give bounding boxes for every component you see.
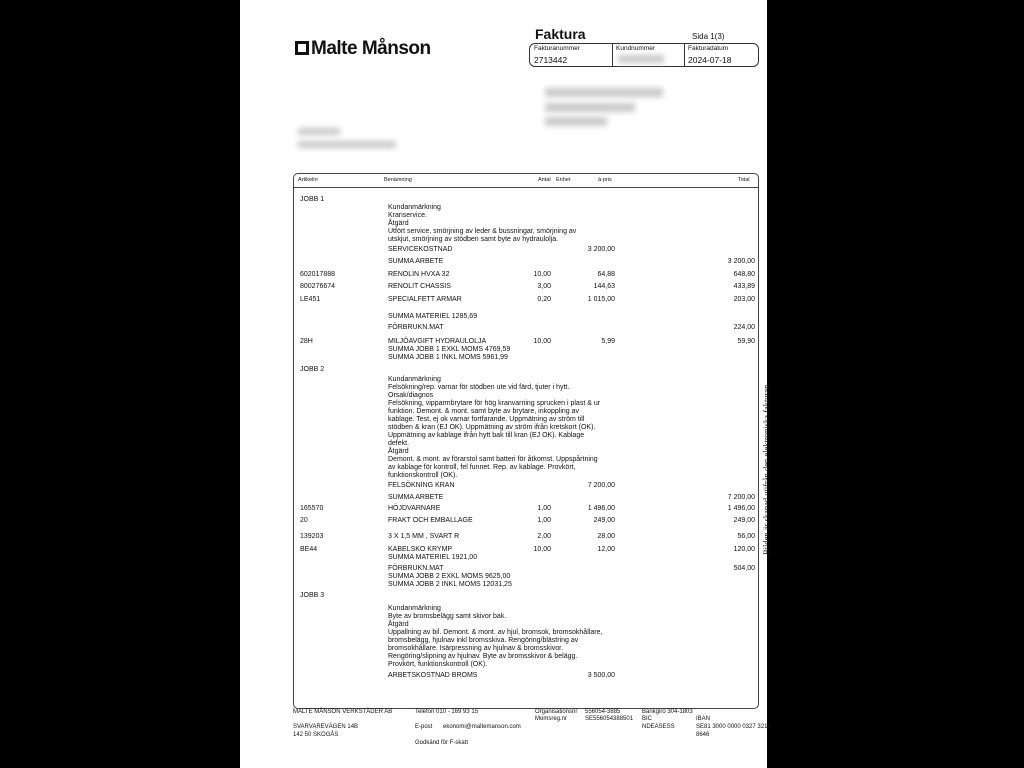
cell-benamning: HÖJDVARNARE bbox=[388, 504, 441, 512]
cell-total: 648,80 bbox=[733, 270, 755, 278]
cell-artikelnr: 602017888 bbox=[300, 270, 336, 278]
cell-apris: 12,00 bbox=[597, 545, 615, 553]
cell-total: 120,00 bbox=[733, 545, 755, 553]
cell-apris: 7 200,00 bbox=[587, 481, 615, 489]
cell-benamning: Uppallning av bil. Demont. & mont. av hjul, bromsok, bromsokhållare, bbox=[388, 628, 603, 636]
header-artikelnr: Artikelnr bbox=[298, 177, 319, 183]
cell-total: 1 496,00 bbox=[727, 504, 755, 512]
cell-artikelnr: 165570 bbox=[300, 504, 324, 512]
footer-bankgiro: Bankgiro 304-1803 bbox=[642, 709, 693, 715]
cell-artikelnr: JOBB 1 bbox=[300, 196, 325, 203]
cell-benamning: SUMMA MATERIEL 1921,00 bbox=[388, 553, 478, 561]
invoice-date-label: Fakturadatum bbox=[688, 45, 729, 52]
cell-benamning: defekt. bbox=[388, 439, 410, 447]
page-indicator: Sida 1(3) bbox=[692, 32, 725, 41]
cell-benamning: Åtgärd bbox=[388, 447, 409, 455]
cell-artikelnr: 28H bbox=[300, 337, 313, 345]
cell-benamning: bromsokhållare. Isärpressning av hjulnav & bromsskivor. bbox=[388, 644, 564, 652]
cell-benamning: Utfört service, smörjning av leder & bussningar, smörjning av bbox=[388, 228, 577, 235]
cell-benamning: kablage. Test, ej ok varnar fortfarande. Uppmätning av ström till bbox=[388, 415, 585, 423]
company-logo bbox=[295, 38, 431, 60]
cell-artikelnr: LE451 bbox=[300, 295, 321, 303]
cell-benamning: SERVICEKOSTNAD bbox=[388, 245, 453, 253]
cell-benamning: SPECIALFETT ARMAR bbox=[388, 295, 462, 303]
cell-apris: 64,88 bbox=[597, 270, 615, 278]
cell-artikelnr: 20 bbox=[300, 516, 308, 524]
cell-benamning: Uppmätning av kablage ifrån hytt bak till kran (EJ OK). Kablage bbox=[388, 431, 585, 439]
footer-org-label: Organisationsnr bbox=[535, 709, 578, 715]
cell-benamning: Felsökning, vipparmbrytare för hög kranvarning sprucken i plast & ur bbox=[388, 399, 601, 407]
cell-total: 433,89 bbox=[733, 283, 755, 290]
cell-antal: 3,00 bbox=[537, 283, 551, 290]
cell-benamning: Kundanmärkning bbox=[388, 204, 441, 211]
customer-number-cell bbox=[612, 44, 684, 66]
invoice-number-label: Fakturanummer bbox=[534, 45, 580, 52]
header-enhet: Enhet bbox=[556, 177, 571, 183]
invoice-date-cell bbox=[684, 44, 758, 66]
footer-bic-label: BIC bbox=[642, 716, 653, 722]
cell-total: 7 200,00 bbox=[727, 493, 755, 501]
cell-benamning: Åtgärd bbox=[388, 220, 409, 227]
cell-antal: 10,00 bbox=[533, 270, 551, 278]
footer-iban-label: IBAN bbox=[696, 716, 711, 722]
cell-benamning: SUMMA JOBB 2 INKL MOMS 12031,25 bbox=[388, 580, 512, 588]
cell-benamning: utskjut, smörjning av stödben samt byte av hydraulolja. bbox=[388, 236, 559, 243]
table-header bbox=[294, 174, 758, 188]
header-apris: à-pris bbox=[598, 177, 612, 183]
cell-benamning: Byte av bromsbelägg samt skivor bak. bbox=[388, 612, 507, 620]
cell-apris: 5,99 bbox=[601, 337, 615, 345]
cell-antal: 0,20 bbox=[537, 295, 551, 303]
customer-number-label: Kundnummer bbox=[616, 45, 656, 52]
footer-vat: SE556054388501 bbox=[585, 716, 634, 722]
cell-benamning: Kundanmärkning bbox=[388, 604, 441, 612]
header-antal: Antal bbox=[538, 177, 551, 183]
cell-artikelnr: 139203 bbox=[300, 532, 324, 540]
cell-benamning: SUMMA MATERIEL 1285,69 bbox=[388, 312, 478, 320]
invoice-header-box bbox=[529, 43, 759, 67]
redacted-address-line bbox=[298, 128, 340, 135]
cell-benamning: bromsbelägg, hjulnav inkl bromsskiva. Rengöring/blästring av bbox=[388, 636, 579, 644]
footer-org: 556054-3885 bbox=[585, 709, 621, 715]
invoice-items-table bbox=[293, 173, 759, 709]
cell-benamning: SUMMA JOBB 2 EXKL MOMS 9625,00 bbox=[388, 572, 511, 580]
cell-benamning: Åtgärd bbox=[388, 620, 409, 628]
cell-benamning: Provkört, funktionskontroll (OK). bbox=[388, 660, 488, 668]
cell-total: 56,00 bbox=[737, 532, 755, 540]
invoice-number: 2713442 bbox=[534, 55, 568, 65]
cell-apris: 3 200,00 bbox=[587, 245, 615, 253]
footer-email: ekonomi@maltemanson.com bbox=[443, 724, 521, 730]
cell-apris: 1 496,00 bbox=[587, 504, 615, 512]
footer-bic: NDEASESS bbox=[642, 724, 675, 730]
header-benamning: Benämning bbox=[384, 177, 412, 183]
cell-benamning: Kundanmärkning bbox=[388, 375, 441, 383]
footer-city: 142 50 SKOGÅS bbox=[293, 732, 339, 738]
footer-company: MALTE MÅNSON VERKSTÄDER AB bbox=[293, 709, 393, 715]
cell-benamning: FRAKT OCH EMBALLAGE bbox=[388, 516, 473, 524]
cell-artikelnr: BE44 bbox=[300, 545, 318, 553]
cell-benamning: SUMMA ARBETE bbox=[388, 258, 444, 265]
cell-artikelnr: 800276674 bbox=[300, 283, 336, 290]
cell-antal: 10,00 bbox=[533, 545, 551, 553]
cell-total: 504,00 bbox=[733, 564, 755, 572]
cell-total: 203,00 bbox=[733, 295, 755, 303]
cell-antal: 2,00 bbox=[537, 532, 551, 540]
side-note: Bilden är skapad utifrån den elektroniska fakturan bbox=[761, 384, 771, 555]
footer-ftax: Godkänd för F-skatt bbox=[415, 740, 469, 746]
cell-benamning: SUMMA ARBETE bbox=[388, 493, 444, 501]
cell-apris: 3 500,00 bbox=[587, 671, 615, 679]
redacted-customer-number bbox=[618, 55, 664, 63]
redacted-address-line bbox=[298, 141, 396, 148]
cell-benamning: FÖRBRUKN.MAT bbox=[388, 323, 444, 331]
footer-iban-cont: 8646 bbox=[696, 732, 710, 738]
cell-antal: 10,00 bbox=[533, 337, 551, 345]
cell-antal: 1,00 bbox=[537, 504, 551, 512]
cell-benamning: Demont. & mont. av förarstol samt batteri för åtkomst. Uppspårtning bbox=[388, 455, 598, 463]
cell-apris: 249,00 bbox=[593, 516, 615, 524]
cell-antal: 1,00 bbox=[537, 516, 551, 524]
redacted-address-line bbox=[545, 88, 663, 97]
invoice-number-cell bbox=[530, 44, 612, 66]
footer-email-label: E-post bbox=[415, 724, 433, 730]
invoice-page bbox=[240, 0, 771, 768]
cell-total: 224,00 bbox=[733, 323, 755, 331]
redacted-address-line bbox=[545, 117, 607, 126]
cell-benamning: Kranservice. bbox=[388, 212, 427, 219]
cell-benamning: 3 X 1,5 MM , SVART R bbox=[388, 532, 460, 540]
cell-apris: 1 015,00 bbox=[587, 295, 615, 303]
cell-benamning: FÖRBRUKN.MAT bbox=[388, 564, 444, 572]
redacted-address-line bbox=[545, 103, 635, 112]
cell-benamning: SUMMA JOBB 1 EXKL MOMS 4769,59 bbox=[388, 345, 511, 353]
logo-mark-icon bbox=[295, 41, 309, 55]
cell-benamning: Rengöring/slipning av hjulnav. Byte av bromsskivor & belägg. bbox=[388, 652, 578, 660]
cell-benamning: Orsak/diagnos bbox=[388, 391, 434, 399]
cell-benamning: RENOLIT CHASSIS bbox=[388, 283, 451, 290]
cell-total: 59,90 bbox=[737, 337, 755, 345]
cell-benamning: SUMMA JOBB 1 INKL MOMS 5961,99 bbox=[388, 353, 508, 361]
cell-total: 3 200,00 bbox=[727, 258, 755, 265]
invoice-date: 2024-07-18 bbox=[688, 55, 732, 65]
cell-apris: 144,63 bbox=[593, 283, 615, 290]
cell-benamning: stödben & kran (EJ OK). Uppmätning av ström ifrån kretskort (OK). bbox=[388, 423, 596, 431]
cell-artikelnr: JOBB 3 bbox=[300, 591, 325, 599]
cell-apris: 28,00 bbox=[597, 532, 615, 540]
footer-phone: Telefon 010 - 169 93 15 bbox=[415, 709, 479, 715]
cell-benamning: funktionskontroll (OK). bbox=[388, 471, 458, 479]
footer-iban: SE81 3000 0000 0327 3218 bbox=[696, 724, 771, 730]
cell-benamning: MILJÖAVGIFT HYDRAULOLJA bbox=[388, 337, 487, 345]
logo-text: Malte Månson bbox=[311, 38, 431, 59]
footer-vat-label: Momsreg.nr bbox=[535, 716, 568, 722]
cell-total: 249,00 bbox=[733, 516, 755, 524]
header-total: Total bbox=[738, 177, 750, 183]
invoice-title: Faktura bbox=[535, 26, 586, 42]
cell-benamning: KABELSKO KRYMP bbox=[388, 545, 453, 553]
cell-benamning: av kablage för kontroll, fel funnet. Rep. av kablage. Provkört, bbox=[388, 463, 576, 471]
cell-benamning: funktion. Demont. & mont. samt byte av brytare, inkoppling av bbox=[388, 407, 580, 415]
cell-benamning: ARBETSKOSTNAD BROMS bbox=[388, 671, 478, 679]
footer-street: SVARVAREVÄGEN 14B bbox=[293, 724, 359, 730]
cell-artikelnr: JOBB 2 bbox=[300, 365, 325, 373]
cell-benamning: FELSÖKNING KRAN bbox=[388, 481, 455, 489]
cell-benamning: Felsökning/rep. varnar för stödben ute vid färd, tjuter i hytt. bbox=[388, 383, 570, 391]
cell-benamning: RENOLIN HVXA 32 bbox=[388, 270, 450, 278]
